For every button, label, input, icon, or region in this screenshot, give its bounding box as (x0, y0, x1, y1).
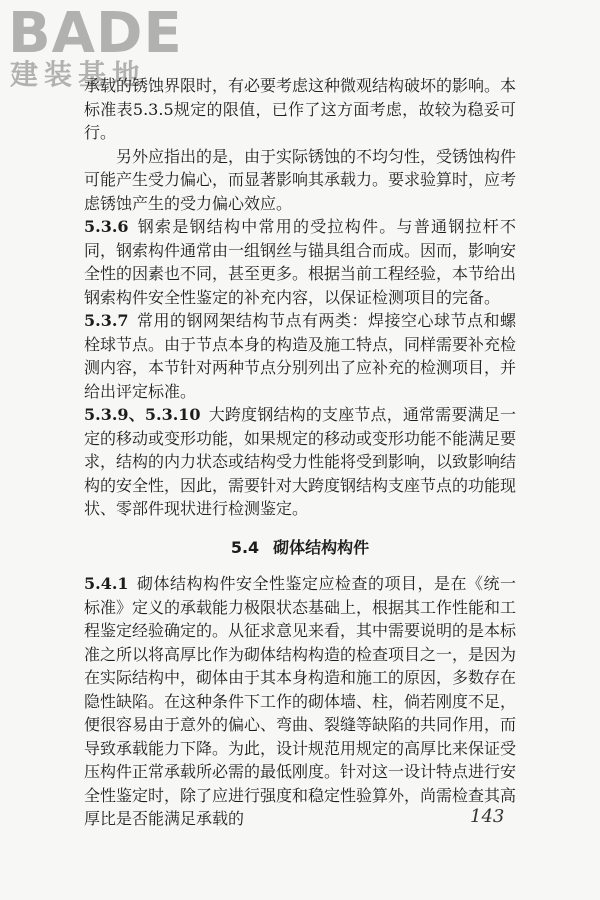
paragraph (84, 145, 516, 216)
paragraph (84, 74, 516, 145)
body-text-bottom (84, 572, 516, 831)
watermark-subtitle: 建装基地 (10, 58, 147, 91)
clause-number: 5.3.9、5.3.10 (84, 405, 201, 424)
section-heading (84, 535, 516, 558)
page-number: 143 (470, 806, 505, 827)
clause-number: 5.3.6 (84, 217, 129, 236)
section-title: 砌体结构构件 (273, 538, 370, 557)
clause-number: 5.3.7 (84, 311, 129, 330)
paragraph-text: 砌体结构构件安全性鉴定应检查的项目，是在《统一标准》定义的承载能力极限状态基础上，根据其工作性能和工程鉴定经验确定的。从征求意见来看，其中需要说明的是本标准之所以将高厚比作为砌体结构构造的检查项目之一，是因为在实际结构中，砌体由于其本身构造和施工的原因，多数存在隐性缺陷。在这种条件下工作的砌体墙、柱，倘若刚度不足，便很容易由于意外的偏心、弯曲、裂缝等缺陷的共同作用，而导致承载能力下降。为此，设计规范用规定的高厚比来保证受压构件正常承载所必需的最低刚度。针对这一设计特点进行安全性鉴定时，除了应进行强度和稳定性验算外，尚需检查其高厚比是否能满足承载的 (84, 574, 517, 828)
clause-number: 5.4.1 (84, 574, 129, 593)
paragraph-text: 另外应指出的是，由于实际锈蚀的不均匀性，受锈蚀构件可能产生受力偏心，而显著影响其承载力。要求验算时，应考虑锈蚀产生的受力偏心效应。 (84, 146, 517, 213)
clause-paragraph (84, 572, 516, 831)
body-text-top (84, 74, 516, 521)
section-number: 5.4 (230, 538, 260, 557)
clause-paragraph (84, 403, 516, 521)
watermark-word: BADE (8, 1, 183, 66)
clause-paragraph (84, 309, 516, 403)
paragraph-text: 承载的锈蚀界限时，有必要考虑这种微观结构破坏的影响。本标准表5.3.5规定的限值，已作了这方面考虑，故较为稳妥可行。 (84, 76, 517, 142)
paragraph-text: 大跨度钢结构的支座节点，通常需要满足一定的移动或变形功能，如果规定的移动或变形功能不能满足要求，结构的内力状态或结构受力性能将受到影响，以致影响结构的安全性，因此，需要针对大跨度钢结构支座节点的功能现状、零部件现状进行检测鉴定。 (84, 405, 517, 518)
paragraph-text: 常用的钢网架结构节点有两类：焊接空心球节点和螺栓球节点。由于节点本身的构造及施工特点，同样需要补充检测内容，本节针对两种节点分别列出了应补充的检测项目，并给出评定标准。 (84, 311, 517, 401)
clause-paragraph (84, 215, 516, 309)
paragraph-text: 钢索是钢结构中常用的受拉构件。与普通钢拉杆不同，钢索构件通常由一组钢丝与锚具组合而成。因而，影响安全性的因素也不同，甚至更多。根据当前工程经验，本节给出钢索构件安全性鉴定的补充内容，以保证检测项目的完备。 (84, 217, 517, 307)
